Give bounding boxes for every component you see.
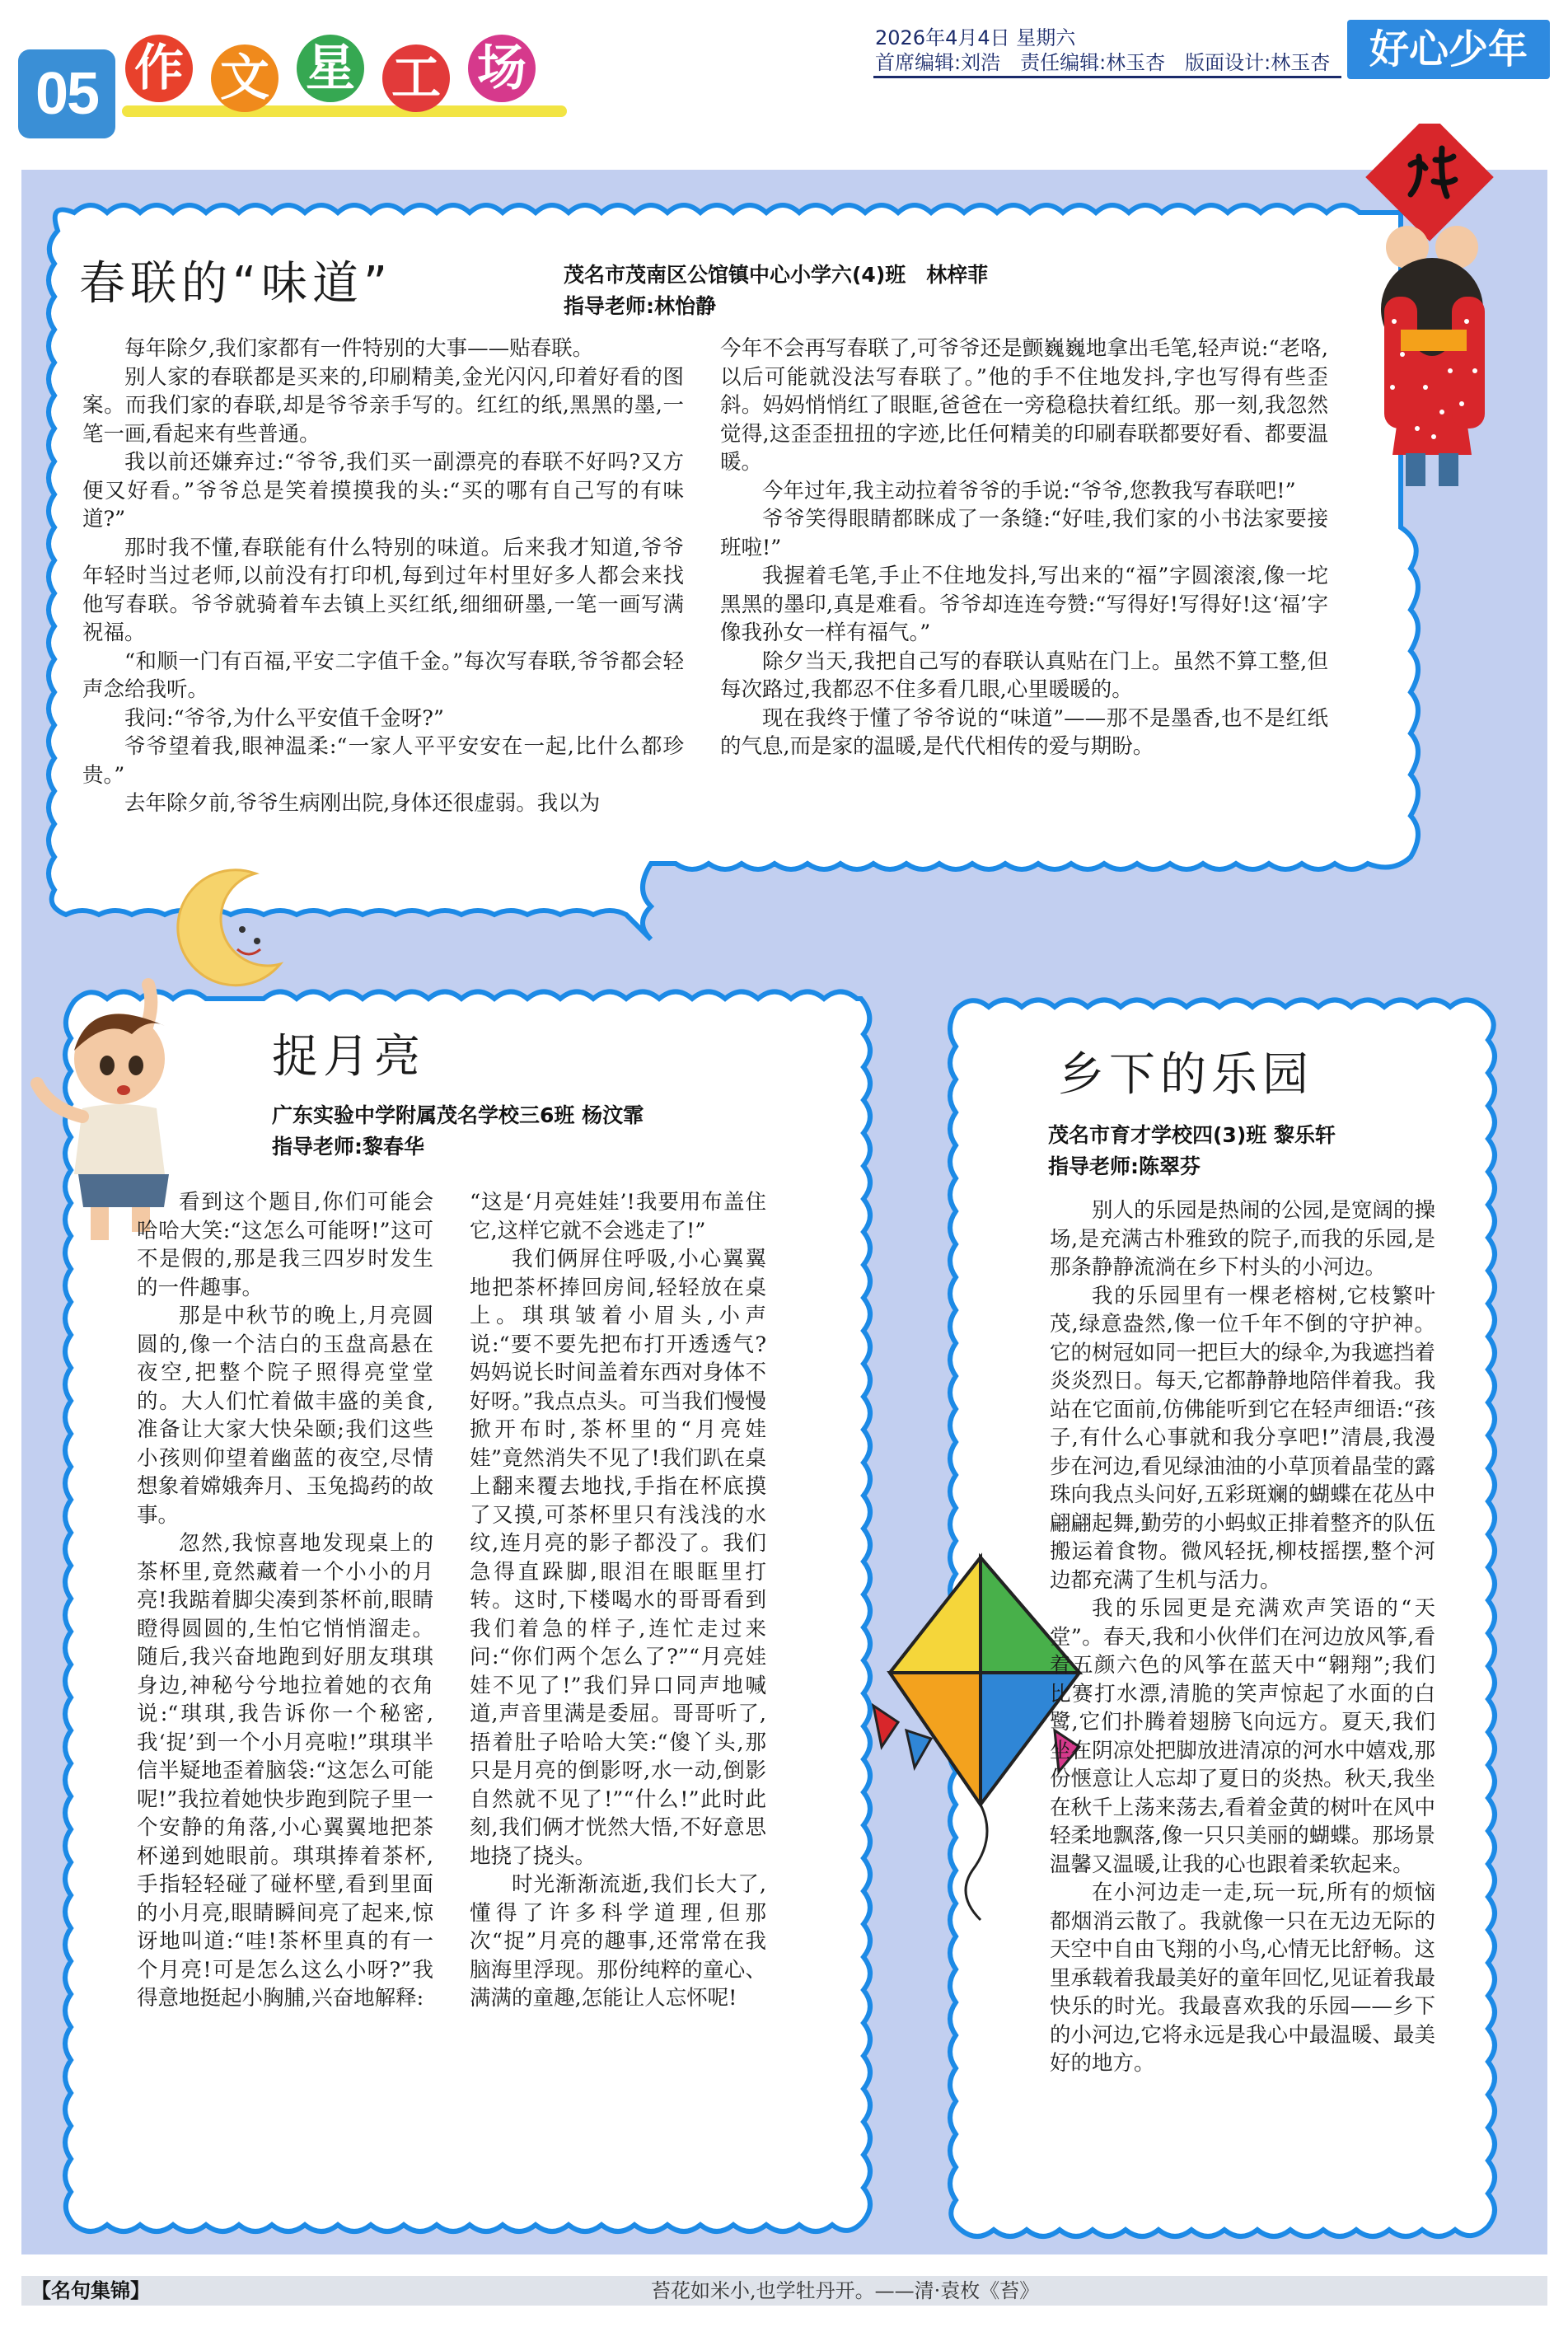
article2-school-line: 广东实验中学附属茂名学校三6班 杨汶霏 [272,1103,644,1127]
paragraph: 每年除夕,我们家都有一件特别的大事——贴春联。 [124,336,594,361]
footer-section-tag: 【名句集锦】 [31,2279,150,2302]
paragraph: 我的乐园更是充满欢声笑语的“天堂”。春天,我和小伙伴们在河边放风筝,看着五颜六色的风筝在蓝天中“翱翔”;我们比赛打水漂,清脆的笑声惊起了水面的白鹭,它们扑腾着翅膀飞向远方。夏天,我们坐在阴凉处把脚放进清凉的河水中嬉戏,那份惬意让人忘却了夏日的炎热。秋天,我坐在秋千上荡来荡去,看着金黄的树叶在风中轻柔地飘落,像一只只美丽的蝴蝶。那场景温馨又温暖,让我的心也跟着柔软起来。 [1050,1596,1435,1877]
girl-with-couplet-illustration [1360,124,1566,503]
brand-logo: 好心少年 [1347,20,1550,79]
paragraph: 去年除夕前,爷爷生病刚出院,身体还很虚弱。我以为 [124,791,601,816]
article2-teacher-line: 指导老师:黎春华 [272,1135,424,1159]
article2-column-1 [137,1188,433,2013]
paragraph: 我问:“爷爷,为什么平安值千金呀?” [124,705,444,731]
article1-column-2 [720,335,1328,761]
paragraph: 忽然,我惊喜地发现桌上的茶杯里,竟然藏着一个小小的月亮!我踮着脚尖凑到茶杯前,眼睛瞪得圆圆的,生怕它悄悄溜走。随后,我兴奋地跑到好朋友琪琪身边,神秘兮兮地拉着她的衣角说:“琪琪,我告诉你一个秘密,我‘捉’到一个小月亮啦!”琪琪半信半疑地歪着脑袋:“这怎么可能呢!”我拉着她快步跑到院子里一个安静的角落,小心翼翼地把茶杯递到她眼前。琪琪捧着茶杯,手指轻轻碰了碰杯壁,看到里面的小月亮,眼睛瞬间亮了起来,惊讶地叫道:“哇!茶杯里真的有一个月亮!可是怎么这么小呀?”我得意地挺起小胸脯,兴奋地解释: [137,1531,433,2011]
article2-title: 捉月亮 [272,1030,425,1084]
editors-line: 首席编辑:刘浩 责任编辑:林玉杏 版面设计:林玉杏 [875,51,1331,74]
paragraph: 爷爷望着我,眼神温柔:“一家人平平安安在一起,比什么都珍贵。” [82,734,684,788]
paragraph: 我以前还嫌弃过:“爷爷,我们买一副漂亮的春联不好吗?又方便又好看。”爷爷总是笑着摸摸我的头:“买的哪有自己写的有味道?” [82,450,684,531]
article3-column [1050,1196,1435,2078]
section-title-char: 场 [468,35,536,102]
paragraph: 那是中秋节的晚上,月亮圆圆的,像一个洁白的玉盘高悬在夜空,把整个院子照得亮堂堂的。大人们忙着做丰盛的美食,准备让大家大快朵颐;我们这些小孩则仰望着幽蓝的夜空,尽情想象着嫦娥奔月、玉兔捣药的故事。 [137,1304,433,1528]
paragraph: 我握着毛笔,手止不住地发抖,写出来的“福”字圆滚滚,像一坨黑黑的墨印,真是难看。爷爷却连连夸赞:“写得好!写得好!这‘福’字像我孙女一样有福气。” [720,564,1328,645]
paragraph: 在小河边走一走,玩一玩,所有的烦恼都烟消云散了。我就像一只在无边无际的天空中自由飞翔的小鸟,心情无比舒畅。这里承载着我最美好的童年回忆,见证着我最快乐的时光。我最喜欢我的乐园——乡下的小河边,它将永远是我心中最温暖、最美好的地方。 [1050,1880,1435,2076]
paragraph: 时光渐渐流逝,我们长大了,懂得了许多科学道理,但那次“捉”月亮的趣事,还常常在我脑海里浮现。那份纯粹的童心、满满的童趣,怎能让人忘怀呢! [470,1872,766,2011]
article1-title: 春联的“味道” [79,257,393,311]
article1-teacher-line: 指导老师:林怡静 [564,294,716,318]
paragraph: 今年不会再写春联了,可爷爷还是颤巍巍地拿出毛笔,轻声说:“老咯,以后可能就没法写春联了。”他的手不住地发抖,字也写得有些歪斜。妈妈悄悄红了眼眶,爸爸在一旁稳稳扶着红纸。那一刻,我忽然觉得,这歪歪扭扭的字迹,比任何精美的印刷春联都要好看、都要温暖。 [720,336,1328,475]
section-title-char: 文 [211,44,278,112]
paragraph: 除夕当天,我把自己写的春联认真贴在门上。虽然不算工整,但每次路过,我都忍不住多看几眼,心里暖暖的。 [720,648,1328,702]
paragraph: 爷爷笑得眼睛都眯成了一条缝:“好哇,我们家的小书法家要接班啦!” [720,507,1328,560]
article3-title: 乡下的乐园 [1058,1048,1313,1102]
fu-diamond [1365,124,1494,241]
paragraph: 现在我终于懂了爷爷说的“味道”——那不是墨香,也不是红纸的气息,而是家的温暖,是代代相传的爱与期盼。 [720,705,1328,759]
paragraph: 我们俩屏住呼吸,小心翼翼地把茶杯捧回房间,轻轻放在桌上。琪琪皱着小眉头,小声说:“要不要先把布打开透透气?妈妈说长时间盖着东西对身体不好呀。”我点点头。可当我们慢慢掀开布时,茶杯里的“月亮娃娃”竟然消失不见了!我们趴在桌上翻来覆去地找,手指在杯底摸了又摸,可茶杯里只有浅浅的水纹,连月亮的影子都没了。我们急得直跺脚,眼泪在眼眶里打转。这时,下楼喝水的哥哥看到我们着急的样子,连忙走过来问:“你们两个怎么了?”“月亮娃娃不见了!”我们异口同声地喊道,声音里满是委屈。哥哥听了,捂着肚子哈哈大笑:“傻丫头,那只是月亮的倒影呀,水一动,倒影自然就不见了!”“什么!”此时此刻,我们俩才恍然大悟,不好意思地挠了挠头。 [470,1247,766,1869]
article1-column-1 [82,335,684,818]
section-title-char: 作 [125,35,193,102]
paragraph: 别人家的春联都是买来的,印刷精美,金光闪闪,印着好看的图案。而我们家的春联,却是爷爷亲手写的。红红的纸,黑黑的墨,一笔一画,看起来有些普通。 [82,364,684,447]
paragraph: “和顺一门有百福,平安二字值千金。”每次写春联,爷爷都会轻声念给我听。 [82,648,684,702]
paragraph: 别人的乐园是热闹的公园,是宽阔的操场,是充满古朴雅致的院子,而我的乐园,是那条静静流淌在乡下村头的小河边。 [1050,1198,1435,1280]
article2-column-2 [470,1188,766,2013]
article1-school-line: 茂名市茂南区公馆镇中心小学六(4)班 林梓菲 [564,263,989,287]
paragraph: 今年过年,我主动拉着爷爷的手说:“爷爷,您教我写春联吧!” [762,478,1296,503]
page-number-badge: 05 [18,49,115,138]
article3-teacher-line: 指导老师:陈翠芬 [1048,1154,1201,1178]
paragraph: 看到这个题目,你们可能会哈哈大笑:“这怎么可能呀!”这可不是假的,那是我三四岁时发生的一件趣事。 [137,1190,433,1300]
article3-school-line: 茂名市育才学校四(3)班 黎乐轩 [1048,1123,1336,1147]
section-title-char: 工 [382,44,450,112]
section-title-char: 星 [297,35,364,102]
footer-quote: 苔花如米小,也学牡丹开。——清·袁枚《苔》 [651,2279,1040,2302]
date-line: 2026年4月4日 星期六 [875,26,1076,49]
paragraph: “这是‘月亮娃娃’!我要用布盖住它,这样它就不会逃走了!” [470,1190,766,1243]
paragraph: 我的乐园里有一棵老榕树,它枝繁叶茂,绿意盎然,像一位千年不倒的守护神。它的树冠如同一把巨大的绿伞,为我遮挡着炎炎烈日。每天,它都静静地陪伴着我。我站在它面前,仿佛能听到它在轻声细语:“孩子,有什么心事就和我分享吧!”清晨,我漫步在河边,看见绿油油的小草顶着晶莹的露珠向我点头问好,五彩斑斓的蝴蝶在花丛中翩翩起舞,勤劳的小蚂蚁正排着整齐的队伍搬运着食物。微风轻抚,柳枝摇摆,整个河边都充满了生机与活力。 [1050,1283,1435,1593]
paragraph: 那时我不懂,春联能有什么特别的味道。后来我才知道,爷爷年轻时当过老师,以前没有打印机,每到过年村里好多人都会来找他写春联。爷爷就骑着车去镇上买红纸,细细研墨,一笔一画写满祝福。 [82,535,684,645]
